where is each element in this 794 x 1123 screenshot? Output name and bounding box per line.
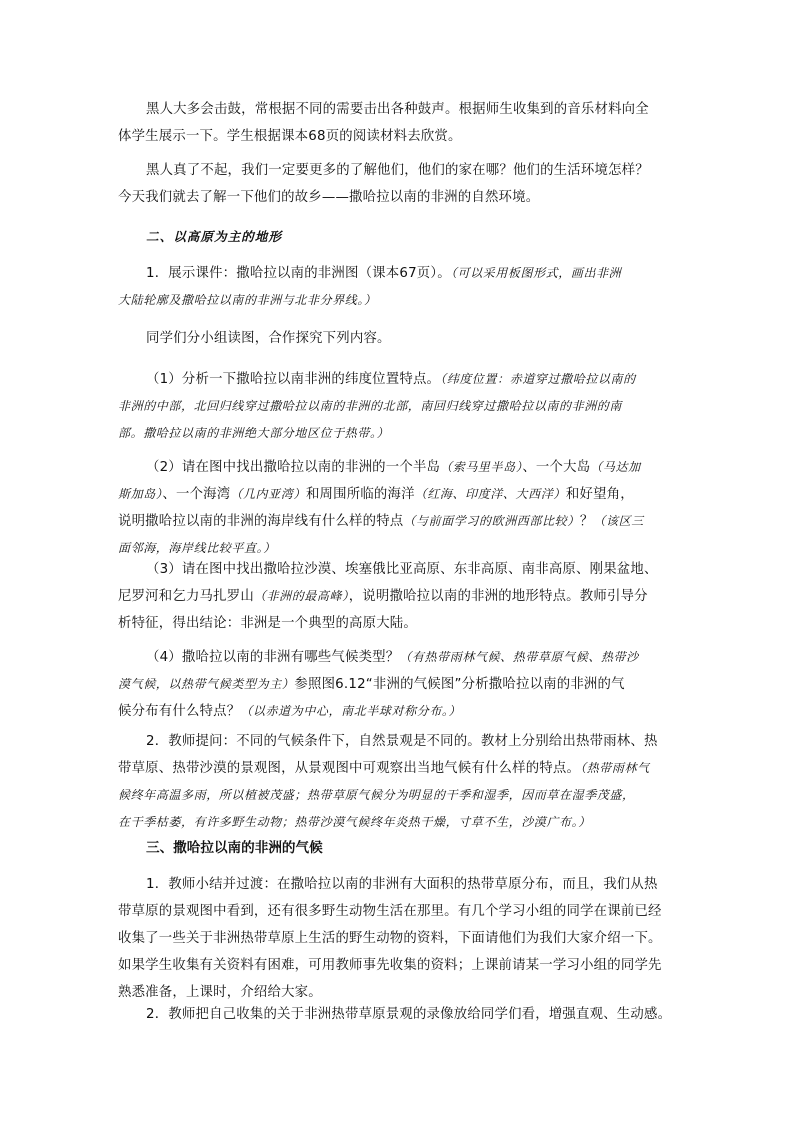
text-line: [118, 366, 683, 393]
text-line: 1．教师小结并过渡：在撒哈拉以南的非洲有大面积的热带草原分布，而且，我们从热: [146, 877, 658, 892]
text-line: 2．教师把自己收集的关于非洲热带草原景观的录像放给同学们看，增强直观、生动感。: [146, 1007, 672, 1022]
text-line: [118, 260, 683, 287]
note-span: （可以采用板图形式，画出非洲: [450, 266, 622, 280]
text-span: 带草原、热带沙漠的景观图，从景观图中可观察出当地气候有什么样的特点。: [118, 761, 581, 776]
text-span: （4）撒哈拉以南的非洲有哪些气候类型？: [146, 650, 400, 665]
text-span: 说明撒哈拉以南的非洲的海岸线有什么样的特点: [118, 514, 404, 529]
paragraph-landscapes: [118, 728, 683, 836]
text-line: [118, 698, 683, 725]
text-line: [118, 508, 683, 535]
text-line: 部。撒哈拉以南的非洲绝大部分地区位于热带。）: [118, 426, 390, 440]
note-span: （纬度位置：赤道穿过撒哈拉以南的: [440, 372, 636, 386]
text-line: 2．教师提问：不同的气候条件下，自然景观是不同的。教材上分别给出热带雨林、热: [146, 734, 658, 749]
text-span: 、一个海湾: [162, 487, 231, 502]
text-line: 大陆轮廓及撒哈拉以南的非洲与北非分界线。）: [118, 293, 377, 307]
note-span: （有热带雨林气候、热带草原气候、热带沙: [399, 650, 639, 664]
text-line: [118, 454, 683, 481]
text-line: 熟悉准备，上课时，介绍给大家。: [118, 985, 322, 1000]
note-span: （非洲的最高峰）: [253, 589, 349, 603]
paragraph-landforms: [118, 556, 683, 637]
text-span: 和好望角，: [565, 487, 634, 502]
text-line: 非洲的中部，北回归线穿过撒哈拉以南的非洲的北部，南回归线穿过撒哈拉以南的非洲的南: [118, 399, 623, 413]
paragraph-climate-types: [118, 644, 683, 725]
note-span: 斯加岛）: [118, 487, 163, 501]
text-line: [118, 671, 683, 698]
text-line: 候终年高温多雨，所以植被茂盛；热带草原气候分为明显的干季和湿季，因而草在湿季茂盛，: [118, 788, 635, 802]
text-span: 参照图6.12“非洲的气候图”分析撒哈拉以南的非洲的气: [294, 677, 625, 692]
text-span: 和周围所临的海洋: [305, 487, 415, 502]
note-span: （红海、印度洋、大西洋）: [414, 487, 566, 501]
text-span: 1．展示课件：撒哈拉以南的非洲图（课本67页）。: [146, 266, 451, 281]
paragraph-courseware: [118, 260, 683, 314]
text-line: [118, 755, 683, 782]
paragraph-group-read: [118, 325, 683, 352]
note-span: （索马里半岛）: [440, 460, 523, 474]
paragraph-video: [118, 1001, 683, 1028]
text-line: 带草原的景观图中看到，还有很多野生动物生活在那里。有几个学习小组的同学在课前已经: [118, 904, 662, 919]
text-line: 黑人真了不起，我们一定要更多的了解他们，他们的家在哪？他们的生活环境怎样？: [146, 163, 649, 178]
text-line: 同学们分小组读图，合作探究下列内容。: [146, 331, 391, 346]
note-span: （以赤道为中心，南北半球对称分布。）: [240, 704, 462, 718]
text-line: 体学生展示一下。学生根据课本68页的阅读材料去欣赏。: [118, 129, 462, 144]
text-line: 析特征，得出结论：非洲是一个典型的高原大陆。: [118, 616, 417, 631]
text-span: ？: [579, 514, 594, 529]
note-span: 漠气候，以热带气候类型为主）: [118, 677, 295, 691]
text-line: （3）请在图中找出撒哈拉沙漠、埃塞俄比亚高原、东非高原、南非高原、刚果盆地、: [146, 562, 658, 577]
text-line: 今天我们就去了解一下他们的故乡——撒哈拉以南的非洲的自然环境。: [118, 190, 540, 205]
text-line: 黑人大多会击鼓，常根据不同的需要击出各种鼓声。根据师生收集到的音乐材料向全: [146, 102, 649, 117]
text-span: 、一个大岛: [522, 460, 591, 475]
text-line: [118, 644, 683, 671]
paragraph-drums: [118, 96, 683, 150]
text-span: ，说明撒哈拉以南的非洲的地形特点。教师引导分: [348, 589, 648, 604]
text-line: 收集了一些关于非洲热带草原上生活的野生动物的资料，下面请他们为我们大家介绍一下。: [118, 931, 662, 946]
note-span: （热带雨林气: [580, 761, 650, 775]
text-span: （2）请在图中找出撒哈拉以南的非洲的一个半岛: [146, 460, 441, 475]
text-line: 面邻海，海岸线比较平直。）: [118, 541, 276, 555]
section-heading-terrain: 二、以高原为主的地形: [146, 229, 282, 244]
text-line: [118, 481, 683, 508]
paragraph-coastline: [118, 454, 683, 562]
note-span: （马达加: [590, 460, 641, 474]
paragraph-latitude: [118, 366, 683, 447]
text-line: [118, 583, 683, 610]
section-heading-climate: 三、撒哈拉以南的非洲的气候: [146, 840, 323, 856]
text-span: （1）分析一下撒哈拉以南非洲的纬度位置特点。: [146, 372, 441, 387]
paragraph-intro: [118, 157, 683, 211]
text-span: 尼罗河和乞力马扎罗山: [118, 589, 254, 604]
note-span: （几内亚湾）: [230, 487, 306, 501]
text-line: 如果学生收集有关资料有困难，可用教师事先收集的资料；上课前请某一学习小组的同学先: [118, 958, 662, 973]
paragraph-summary: [118, 871, 683, 1006]
text-line: 在干季枯萎，有许多野生动物；热带沙漠气候终年炎热干燥，寸草不生，沙漠广布。）: [118, 815, 591, 829]
note-span: （该区三: [593, 514, 644, 528]
text-span: 候分布有什么特点？: [118, 704, 241, 719]
note-span: （与前面学习的欧洲西部比较）: [403, 514, 580, 528]
